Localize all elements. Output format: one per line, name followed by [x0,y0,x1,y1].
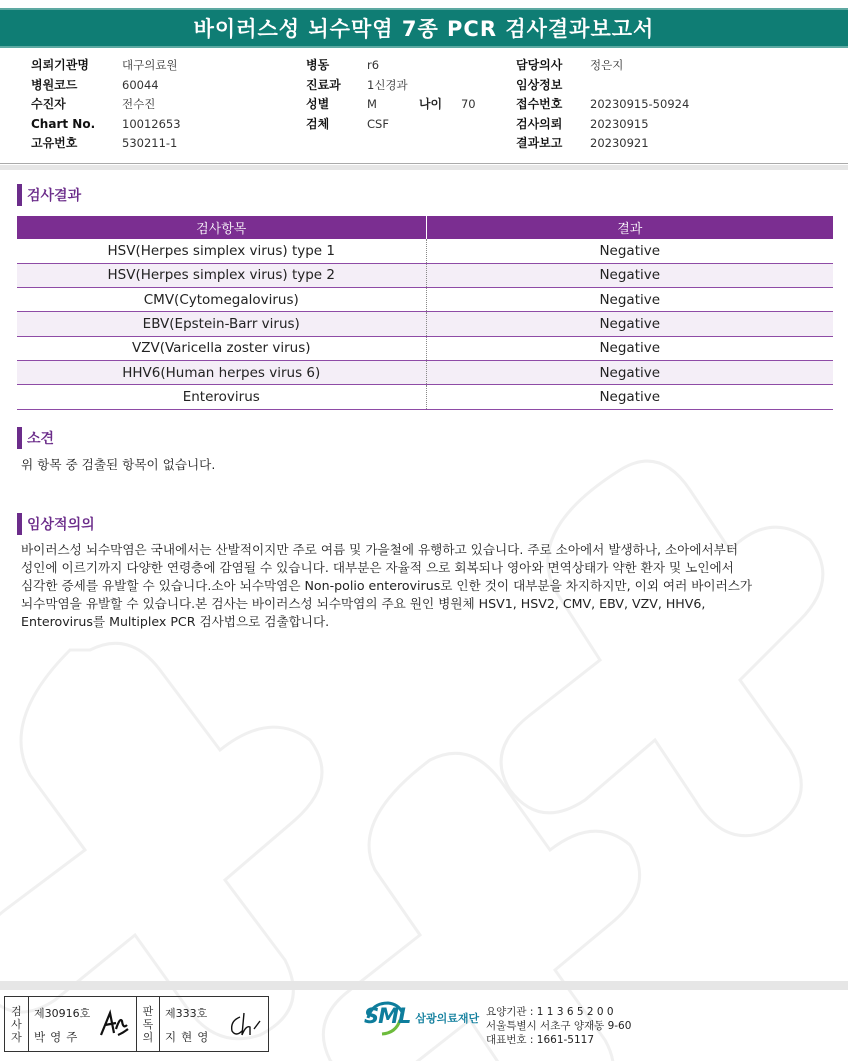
table-row [17,239,833,263]
logo-text: SML [364,1004,411,1028]
test-item: VZV(Varicella zoster virus) [17,336,426,360]
label-specimen: 검체 [306,116,330,131]
section-bar [17,184,22,206]
inspector-license-no: 제30916호 [34,1007,91,1020]
patient-info-col2 [306,56,476,134]
table-row [17,385,833,409]
clinical-line: 바이러스성 뇌수막염은 국내에서는 산발적이지만 주로 여름 및 가을철에 유행하고 있습니다. 주로 소아에서 발생하나, 소아에서부터 [21,542,738,557]
org-license-line: 요양기관 : 1 1 3 6 5 2 0 0 [486,1006,614,1018]
org-name: 삼광의료재단 [415,1012,480,1025]
patient-info-col1 [31,56,181,154]
test-result: Negative [426,336,833,360]
info-band [0,165,848,170]
label-hospital-code: 병원코드 [31,77,78,92]
results-header-row [17,216,833,239]
column-header-item: 검사항목 [17,216,426,239]
section-bar [17,427,22,449]
test-item: Enterovirus [17,385,426,409]
confirmer-name: 지현영 [165,1030,214,1044]
value-hospital-code: 60044 [122,77,159,92]
table-row [17,336,833,360]
test-item: HSV(Herpes simplex virus) type 2 [17,263,426,287]
test-item: EBV(Epstein-Barr virus) [17,312,426,336]
label-institution: 의뢰기관명 [31,58,89,72]
value-request-date: 20230915 [590,116,649,131]
table-row [17,263,833,287]
table-row [17,312,833,336]
results-heading-text: 검사결과 [27,188,82,204]
label-unique-no: 고유번호 [31,136,78,150]
value-specimen: CSF [367,116,389,131]
clinical-line: 뇌수막염을 유발할 수 있습니다.본 검사는 바이러스성 뇌수막염의 주요 원인 병원체 HSV1, HSV2, CMV, EBV, VZV, HHV6, [21,596,706,611]
inspector-cell [29,997,137,1051]
value-chart-no: 10012653 [122,116,181,131]
clinical-line: 성인에 이르기까지 다양한 연령층에 감염될 수 있습니다. 대부분은 자율적 으로 회복되나 영아와 면역상태가 약한 환자 및 노인에서 [21,560,734,575]
label-sex: 성별 [306,97,330,111]
test-result: Negative [426,263,833,287]
report-title: 바이러스성 뇌수막염 7종 PCR 검사결과보고서 [0,8,848,48]
label-chart-no: Chart No. [31,116,96,131]
inspector-name: 박영주 [34,1030,83,1044]
test-item: HHV6(Human herpes virus 6) [17,360,426,384]
inspector-signature [98,1009,130,1039]
results-table [17,216,833,410]
label-patient: 수진자 [31,97,66,111]
footer-band [0,981,848,990]
label-clinical-info: 임상정보 [516,77,563,92]
label-report-date: 결과보고 [516,136,563,150]
org-phone-line: 대표번호 : 1661-5117 [486,1034,595,1046]
value-sex: M [367,97,377,111]
results-heading [17,184,81,206]
confirmer-label [137,997,160,1051]
org-address [486,1005,631,1047]
value-age: 70 [460,97,476,111]
inspector-label-char: 사 [11,1017,22,1031]
test-result: Negative [426,288,833,312]
label-department: 진료과 [306,77,341,92]
test-result: Negative [426,360,833,384]
confirmer-license-no: 제333호 [165,1007,208,1020]
opinion-heading-text: 소견 [27,431,55,447]
opinion-text: 위 항목 중 검출된 항목이 없습니다. [21,457,216,472]
test-item: CMV(Cytomegalovirus) [17,288,426,312]
label-reception-no: 접수번호 [516,97,563,111]
clinical-text [21,541,752,631]
test-result: Negative [426,385,833,409]
value-ward: r6 [367,58,380,72]
value-reception-no: 20230915-50924 [590,97,690,111]
column-header-result: 결과 [426,216,833,239]
table-row [17,288,833,312]
clinical-heading [17,513,95,535]
confirmer-label-char: 판 [142,1004,154,1018]
inspector-label [5,997,29,1051]
patient-info-col3 [516,56,689,154]
section-bar [17,513,22,535]
test-result: Negative [426,239,833,263]
test-result: Negative [426,312,833,336]
clinical-line: 심각한 증세를 유발할 수 있습니다.소아 뇌수막염은 Non-polio enterovirus로 인한 것이 대부분을 차지하지만, 이외 여러 바이러스가 [21,578,753,593]
value-patient: 전수진 [122,97,156,111]
value-department: 1신경과 [367,77,408,92]
label-ward: 병동 [306,58,330,72]
opinion-heading [17,427,54,449]
confirmer-label-char: 독 [142,1017,154,1031]
table-row [17,360,833,384]
sml-logo [364,1004,479,1028]
clinical-line: Enterovirus를 Multiplex PCR 검사법으로 검출합니다. [21,614,330,629]
org-address-line: 서울특별시 서초구 양재동 9-60 [486,1020,632,1032]
confirmer-signature [228,1009,262,1039]
value-unique-no: 530211-1 [122,136,178,150]
confirmer-label-char: 의 [142,1030,154,1044]
clinical-heading-text: 임상적의의 [27,517,95,533]
test-item: HSV(Herpes simplex virus) type 1 [17,239,426,263]
label-doctor: 담당의사 [516,58,563,72]
signature-box [4,996,269,1052]
confirmer-cell [160,997,268,1051]
value-doctor: 정은지 [590,58,624,72]
value-institution: 대구의료원 [122,58,178,72]
inspector-label-char: 검 [11,1004,22,1018]
label-age: 나이 [418,97,443,111]
inspector-label-char: 자 [11,1030,22,1044]
label-request-date: 검사의뢰 [516,116,563,131]
value-report-date: 20230921 [590,136,649,150]
info-divider [0,163,848,164]
